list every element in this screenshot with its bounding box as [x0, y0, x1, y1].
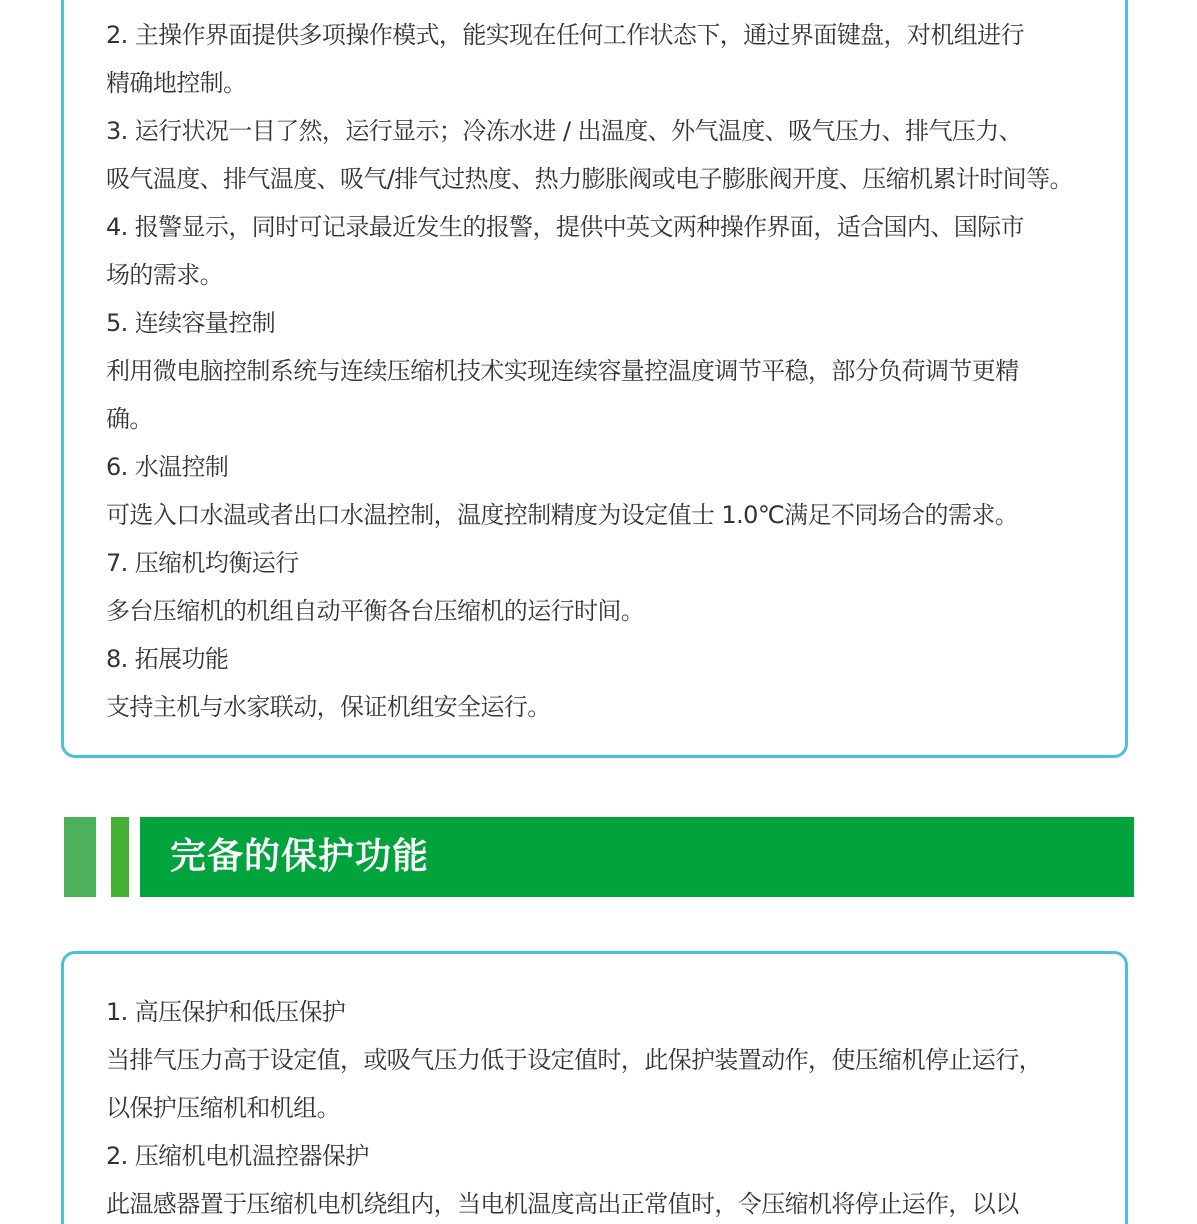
feature-line: 确。 [106, 405, 153, 433]
feature-line: 3. 运行状况一目了然，运行显示；冷冻水进 / 出温度、外气温度、吸气压力、排气压力、 [106, 117, 1023, 145]
protection-section-header [64, 817, 1134, 897]
protection-heading: 1. 高压保护和低压保护 [106, 998, 346, 1026]
feature-line: 多台压缩机的机组自动平衡各台压缩机的运行时间。 [106, 597, 645, 625]
feature-heading: 6. 水温控制 [106, 453, 229, 481]
control-features-list [106, 11, 1095, 731]
feature-heading: 7. 压缩机均衡运行 [106, 549, 299, 577]
feature-line: 支持主机与水家联动，保证机组安全运行。 [106, 693, 551, 721]
feature-line: 2. 主操作界面提供多项操作模式，能实现在任何工作状态下，通过界面键盘，对机组进行 [106, 21, 1024, 49]
feature-heading: 8. 拓展功能 [106, 645, 229, 673]
feature-line: 利用微电脑控制系统与连续压缩机技术实现连续容量控温度调节平稳，部分负荷调节更精 [106, 357, 1019, 385]
feature-line: 可选入口水温或者出口水温控制，温度控制精度为设定值士 1.0℃满足不同场合的需求。 [106, 501, 1019, 529]
section-title: 完备的保护功能 [170, 836, 430, 877]
feature-line: 吸气温度、排气温度、吸气/排气过热度、热力膨胀阀或电子膨胀阀开度、压缩机累计时间等。 [106, 165, 1073, 193]
protection-line: 此温感器置于压缩机电机绕组内，当电机温度高出正常值时，令压缩机将停止运作，以以 [106, 1190, 1019, 1218]
protection-features-list [106, 988, 1095, 1224]
protection-heading: 2. 压缩机电机温控器保护 [106, 1142, 369, 1170]
protection-line: 以保护压缩机和机组。 [106, 1094, 340, 1122]
decorative-bar [111, 817, 129, 897]
protection-line: 当排气压力高于设定值，或吸气压力低于设定值时，此保护装置动作，使压缩机停止运行， [106, 1046, 1042, 1074]
feature-line: 精确地控制。 [106, 69, 247, 97]
feature-heading: 5. 连续容量控制 [106, 309, 276, 337]
control-features-card [61, 0, 1128, 758]
protection-features-card [61, 951, 1128, 1224]
feature-line: 4. 报警显示，同时可记录最近发生的报警，提供中英文两种操作界面，适合国内、国际市 [106, 213, 1024, 241]
feature-line: 场的需求。 [106, 261, 223, 289]
decorative-bar [64, 817, 96, 897]
